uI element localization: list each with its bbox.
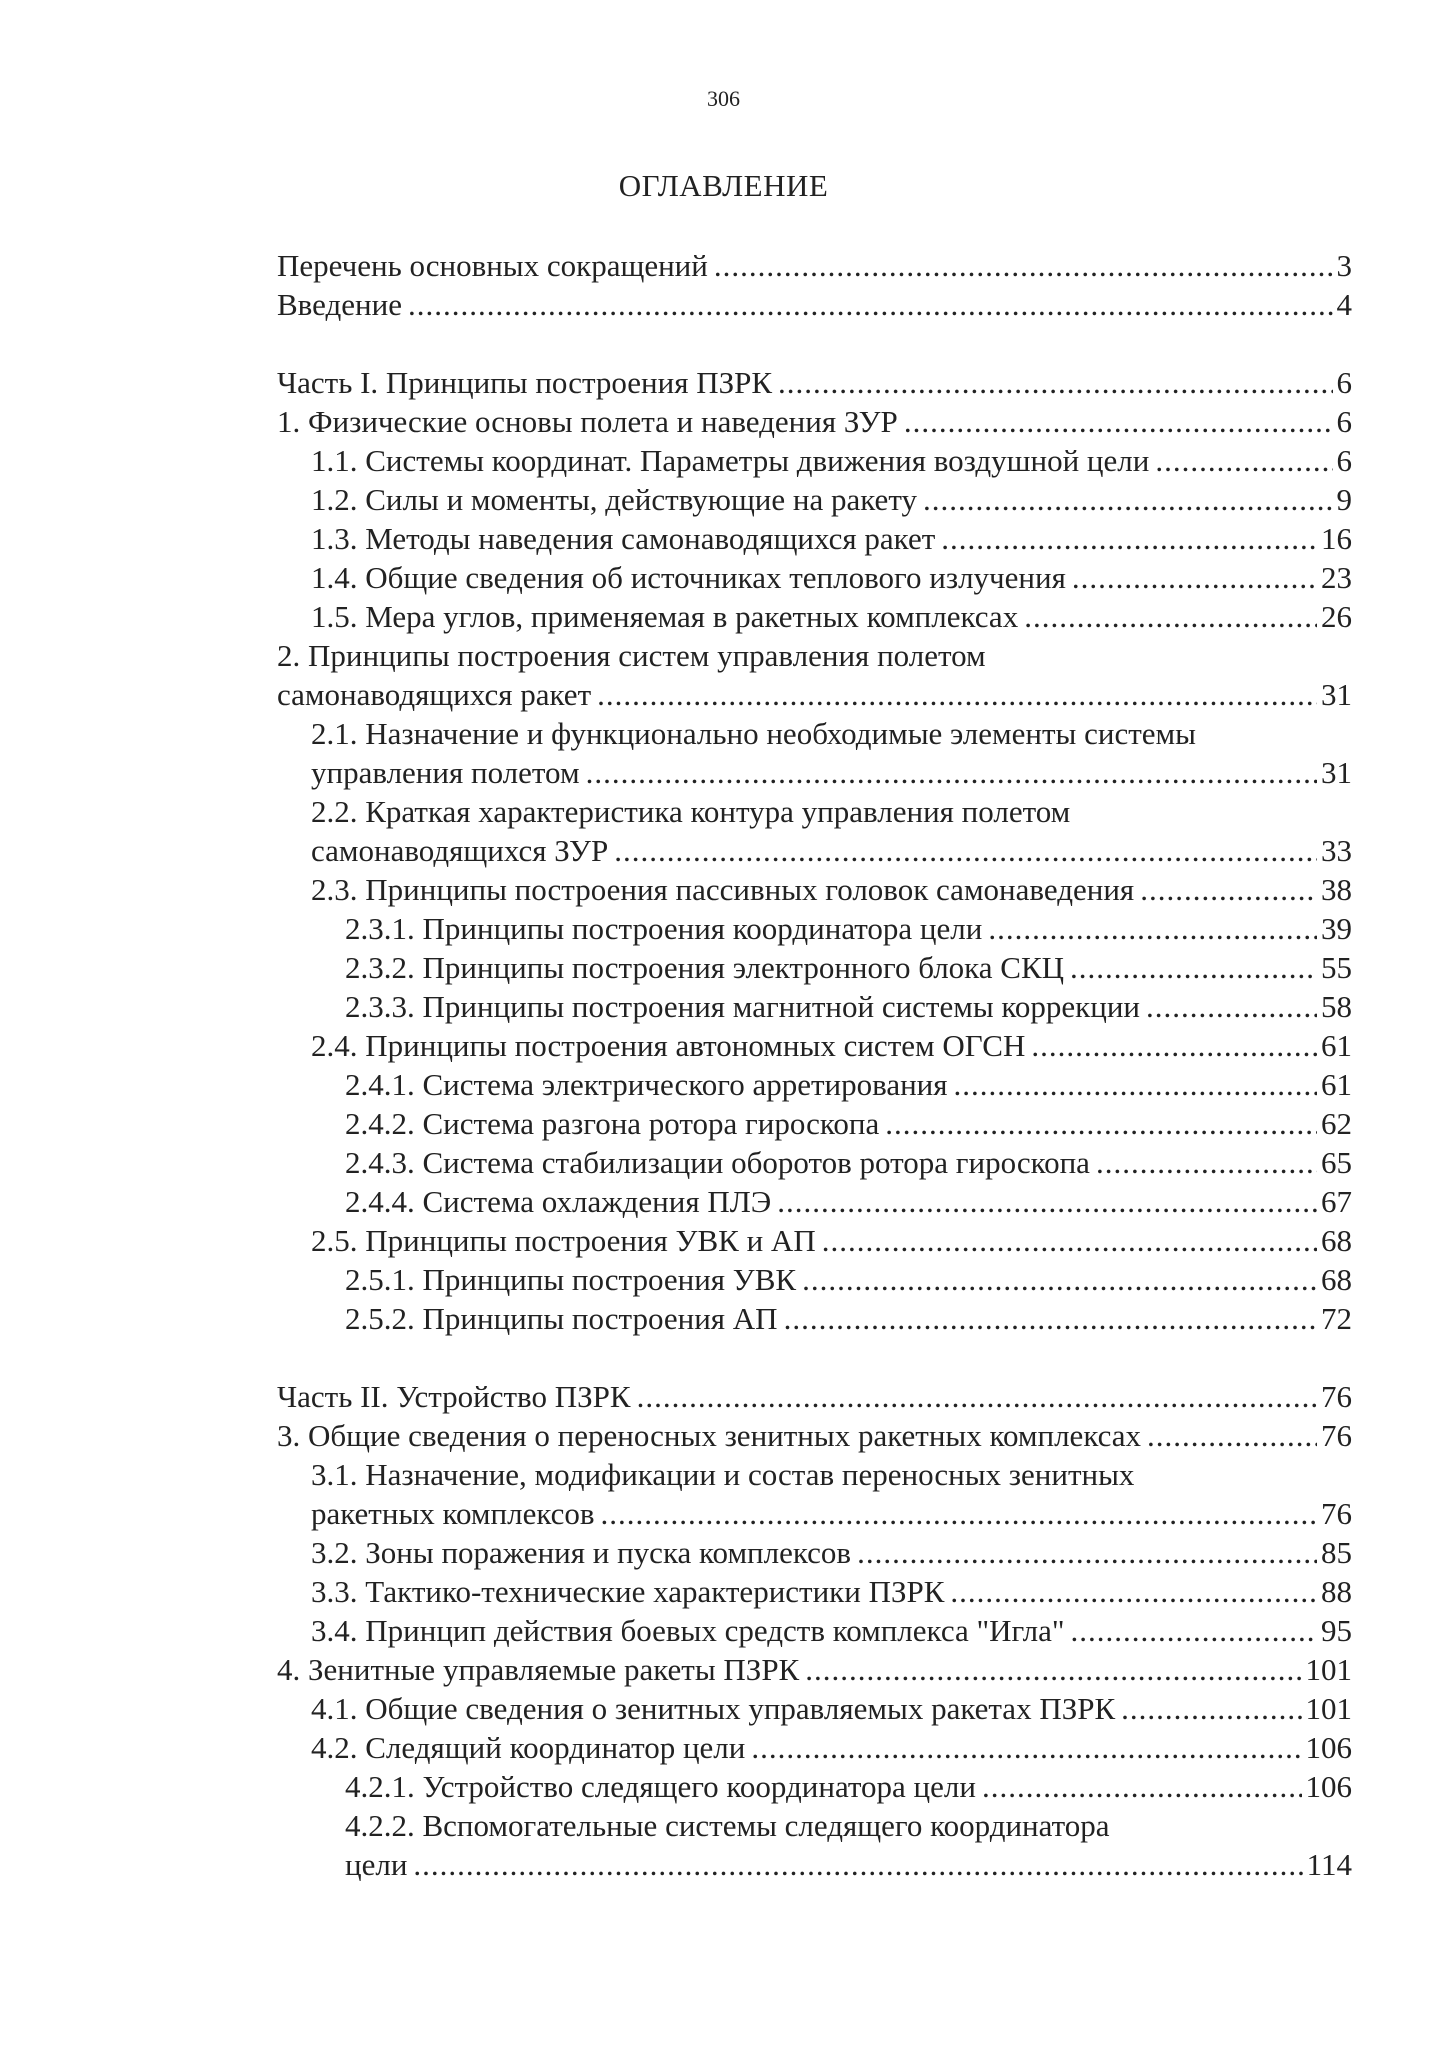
dot-leader bbox=[601, 1494, 1317, 1533]
toc-entry[interactable] bbox=[277, 285, 1352, 324]
dot-leader bbox=[1146, 987, 1317, 1026]
dot-leader bbox=[784, 1299, 1317, 1338]
toc-page-number: 101 bbox=[1305, 1691, 1352, 1726]
dot-leader bbox=[1071, 1611, 1317, 1650]
dot-leader bbox=[802, 1260, 1317, 1299]
toc-entry[interactable] bbox=[277, 441, 1352, 480]
toc-spacer bbox=[277, 324, 1352, 363]
toc-entry[interactable] bbox=[277, 987, 1352, 1026]
toc-entry-title: 2.3.1. Принципы построения координатора цели bbox=[345, 911, 983, 946]
toc-entry-title: 2.4. Принципы построения автономных систем ОГСН bbox=[311, 1028, 1026, 1063]
dot-leader bbox=[586, 753, 1317, 792]
dot-leader bbox=[408, 285, 1333, 324]
toc-entry[interactable] bbox=[277, 1611, 1352, 1650]
toc-entry-title: 2.4.3. Система стабилизации оборотов ротора гироскопа bbox=[345, 1145, 1090, 1180]
toc-entry-title: 2.3. Принципы построения пассивных головок самонаведения bbox=[311, 872, 1135, 907]
toc-page-number: 31 bbox=[1321, 755, 1352, 790]
toc-page-number: 16 bbox=[1321, 521, 1352, 556]
toc-spacer bbox=[277, 1338, 1352, 1377]
toc-entry-title: 2.3.3. Принципы построения магнитной системы коррекции bbox=[345, 989, 1141, 1024]
dot-leader bbox=[751, 1728, 1301, 1767]
toc-page-number: 61 bbox=[1321, 1028, 1352, 1063]
toc-page-number: 39 bbox=[1321, 911, 1352, 946]
toc-entry-title: 2.4.1. Система электрического арретирования bbox=[345, 1067, 948, 1102]
toc-page-number: 106 bbox=[1305, 1769, 1352, 1804]
toc-page-number: 55 bbox=[1321, 950, 1352, 985]
toc-entry[interactable] bbox=[277, 1299, 1352, 1338]
toc-entry-title: 1.3. Методы наведения самонаводящихся ракет bbox=[311, 521, 936, 556]
toc-entry[interactable] bbox=[277, 1650, 1352, 1689]
toc-entry[interactable] bbox=[277, 948, 1352, 987]
toc-entry-title: 4.1. Общие сведения о зенитных управляемых ракетах ПЗРК bbox=[311, 1691, 1116, 1726]
dot-leader bbox=[778, 363, 1332, 402]
dot-leader bbox=[1024, 597, 1317, 636]
toc-entry[interactable] bbox=[277, 1065, 1352, 1104]
toc-page-number: 76 bbox=[1321, 1379, 1352, 1414]
toc-page-number: 31 bbox=[1321, 677, 1352, 712]
toc-entry[interactable] bbox=[277, 1767, 1352, 1806]
toc-page-number: 6 bbox=[1336, 365, 1352, 400]
toc-entry[interactable] bbox=[277, 909, 1352, 948]
toc-entry[interactable] bbox=[277, 636, 1352, 714]
dot-leader bbox=[923, 480, 1333, 519]
toc-entry[interactable] bbox=[277, 1806, 1352, 1884]
toc-page-number: 106 bbox=[1305, 1730, 1352, 1765]
toc-entry[interactable] bbox=[277, 1182, 1352, 1221]
toc-entry[interactable] bbox=[277, 1728, 1352, 1767]
dot-leader bbox=[885, 1104, 1317, 1143]
toc-entry-title: самонаводящихся ЗУР bbox=[311, 833, 609, 868]
toc-entry-title: цели bbox=[345, 1847, 408, 1882]
toc-entry[interactable] bbox=[277, 1143, 1352, 1182]
toc-entry[interactable] bbox=[277, 597, 1352, 636]
dot-leader bbox=[941, 519, 1317, 558]
toc-entry-title: 4.2.1. Устройство следящего координатора цели bbox=[345, 1769, 976, 1804]
dot-leader bbox=[857, 1533, 1317, 1572]
toc-entry-title: 2.5.2. Принципы построения АП bbox=[345, 1301, 778, 1336]
toc-entry-title: 3.4. Принцип действия боевых средств комплекса "Игла" bbox=[311, 1613, 1065, 1648]
toc-entry[interactable] bbox=[277, 1221, 1352, 1260]
toc-entry-title: 2.4.4. Система охлаждения ПЛЭ bbox=[345, 1184, 772, 1219]
toc-entry-title: 4. Зенитные управляемые ракеты ПЗРК bbox=[277, 1652, 800, 1687]
toc-page-number: 58 bbox=[1321, 989, 1352, 1024]
toc-page-number: 65 bbox=[1321, 1145, 1352, 1180]
dot-leader bbox=[614, 831, 1317, 870]
toc-entry[interactable] bbox=[277, 1416, 1352, 1455]
toc-entry[interactable] bbox=[277, 402, 1352, 441]
toc-entry-title: 3.2. Зоны поражения и пуска комплексов bbox=[311, 1535, 852, 1570]
toc-entry-title: 1.1. Системы координат. Параметры движения воздушной цели bbox=[311, 443, 1150, 478]
toc-entry[interactable] bbox=[277, 1572, 1352, 1611]
toc-entry-title: Часть II. Устройство ПЗРК bbox=[277, 1379, 631, 1414]
toc-entry-title: 4.2.2. Вспомогательные системы следящего координатора bbox=[345, 1808, 1110, 1843]
toc-entry-title: 2.4.2. Система разгона ротора гироскопа bbox=[345, 1106, 880, 1141]
dot-leader bbox=[950, 1572, 1317, 1611]
toc-page-number: 4 bbox=[1336, 287, 1352, 322]
toc-page-number: 6 bbox=[1336, 443, 1352, 478]
toc-entry-title: 1. Физические основы полета и наведения ЗУР bbox=[277, 404, 898, 439]
dot-leader bbox=[982, 1767, 1302, 1806]
dot-leader bbox=[714, 246, 1333, 285]
dot-leader bbox=[1072, 558, 1317, 597]
toc-page-number: 38 bbox=[1321, 872, 1352, 907]
toc-page-number: 114 bbox=[1306, 1847, 1352, 1882]
toc-entry-title: самонаводящихся ракет bbox=[277, 677, 592, 712]
dot-leader bbox=[988, 909, 1317, 948]
toc-entry[interactable] bbox=[277, 714, 1352, 792]
toc-page-number: 68 bbox=[1321, 1223, 1352, 1258]
toc-entry-title: 2.1. Назначение и функционально необходимые элементы системы bbox=[311, 716, 1196, 751]
toc-entry[interactable] bbox=[277, 363, 1352, 402]
toc-entry-title: 2.5.1. Принципы построения УВК bbox=[345, 1262, 797, 1297]
toc-entry[interactable] bbox=[277, 1455, 1352, 1533]
dot-leader bbox=[805, 1650, 1301, 1689]
toc-entry-title: 3. Общие сведения о переносных зенитных ракетных комплексах bbox=[277, 1418, 1142, 1453]
toc-page-number: 33 bbox=[1321, 833, 1352, 868]
dot-leader bbox=[413, 1845, 1302, 1884]
toc-entry[interactable] bbox=[277, 246, 1352, 285]
dot-leader bbox=[1121, 1689, 1301, 1728]
toc-entry[interactable] bbox=[277, 480, 1352, 519]
toc-entry-title: 2.3.2. Принципы построения электронного блока СКЦ bbox=[345, 950, 1065, 985]
toc-page-number: 9 bbox=[1336, 482, 1352, 517]
dot-leader bbox=[637, 1377, 1317, 1416]
table-of-contents bbox=[277, 246, 1352, 1884]
toc-entry-title: 2. Принципы построения систем управления полетом bbox=[277, 638, 986, 673]
dot-leader bbox=[1147, 1416, 1317, 1455]
toc-entry-title: 1.2. Силы и моменты, действующие на ракету bbox=[311, 482, 917, 517]
toc-page-number: 101 bbox=[1305, 1652, 1352, 1687]
toc-page-number: 76 bbox=[1321, 1496, 1352, 1531]
toc-entry[interactable] bbox=[277, 1689, 1352, 1728]
toc-entry[interactable] bbox=[277, 1104, 1352, 1143]
toc-page-number: 26 bbox=[1321, 599, 1352, 634]
dot-leader bbox=[954, 1065, 1317, 1104]
toc-page-number: 67 bbox=[1321, 1184, 1352, 1219]
dot-leader bbox=[1155, 441, 1332, 480]
dot-leader bbox=[822, 1221, 1317, 1260]
toc-entry[interactable] bbox=[277, 558, 1352, 597]
toc-page-number: 6 bbox=[1336, 404, 1352, 439]
toc-entry-title: Перечень основных сокращений bbox=[277, 248, 708, 283]
dot-leader bbox=[1096, 1143, 1317, 1182]
toc-page-number: 88 bbox=[1321, 1574, 1352, 1609]
dot-leader bbox=[904, 402, 1333, 441]
toc-page-number: 68 bbox=[1321, 1262, 1352, 1297]
toc-page-number: 85 bbox=[1321, 1535, 1352, 1570]
toc-entry-title: ракетных комплексов bbox=[311, 1496, 595, 1531]
toc-entry-title: 1.5. Мера углов, применяемая в ракетных комплексах bbox=[311, 599, 1019, 634]
page-title: ОГЛАВЛЕНИЕ bbox=[618, 168, 829, 203]
toc-entry-title: 4.2. Следящий координатор цели bbox=[311, 1730, 746, 1765]
toc-page-number: 95 bbox=[1321, 1613, 1352, 1648]
toc-entry-title: управления полетом bbox=[311, 755, 580, 790]
toc-page-number: 61 bbox=[1321, 1067, 1352, 1102]
dot-leader bbox=[1031, 1026, 1317, 1065]
dot-leader bbox=[1070, 948, 1317, 987]
toc-entry-title: Введение bbox=[277, 287, 402, 322]
dot-leader bbox=[1140, 870, 1317, 909]
toc-entry-title: Часть I. Принципы построения ПЗРК bbox=[277, 365, 773, 400]
dot-leader bbox=[597, 675, 1317, 714]
toc-entry-title: 2.5. Принципы построения УВК и АП bbox=[311, 1223, 816, 1258]
toc-entry-title: 2.2. Краткая характеристика контура управления полетом bbox=[311, 794, 1071, 829]
toc-entry-title: 3.3. Тактико-техничеcкие характеристики ПЗРК bbox=[311, 1574, 945, 1609]
toc-page-number: 72 bbox=[1321, 1301, 1352, 1336]
toc-entry[interactable] bbox=[277, 1026, 1352, 1065]
toc-entry-title: 3.1. Назначение, модификации и состав переносных зенитных bbox=[311, 1457, 1135, 1492]
toc-page-number: 3 bbox=[1336, 248, 1352, 283]
toc-entry-title: 1.4. Общие сведения об источниках теплового излучения bbox=[311, 560, 1066, 595]
toc-page-number: 23 bbox=[1321, 560, 1352, 595]
toc-entry[interactable] bbox=[277, 792, 1352, 870]
toc-entry[interactable] bbox=[277, 1533, 1352, 1572]
dot-leader bbox=[777, 1182, 1317, 1221]
toc-entry[interactable] bbox=[277, 1260, 1352, 1299]
page-number: 306 bbox=[707, 86, 740, 111]
toc-page-number: 62 bbox=[1321, 1106, 1352, 1141]
toc-page-number: 76 bbox=[1321, 1418, 1352, 1453]
toc-entry[interactable] bbox=[277, 519, 1352, 558]
toc-entry[interactable] bbox=[277, 1377, 1352, 1416]
toc-entry[interactable] bbox=[277, 870, 1352, 909]
